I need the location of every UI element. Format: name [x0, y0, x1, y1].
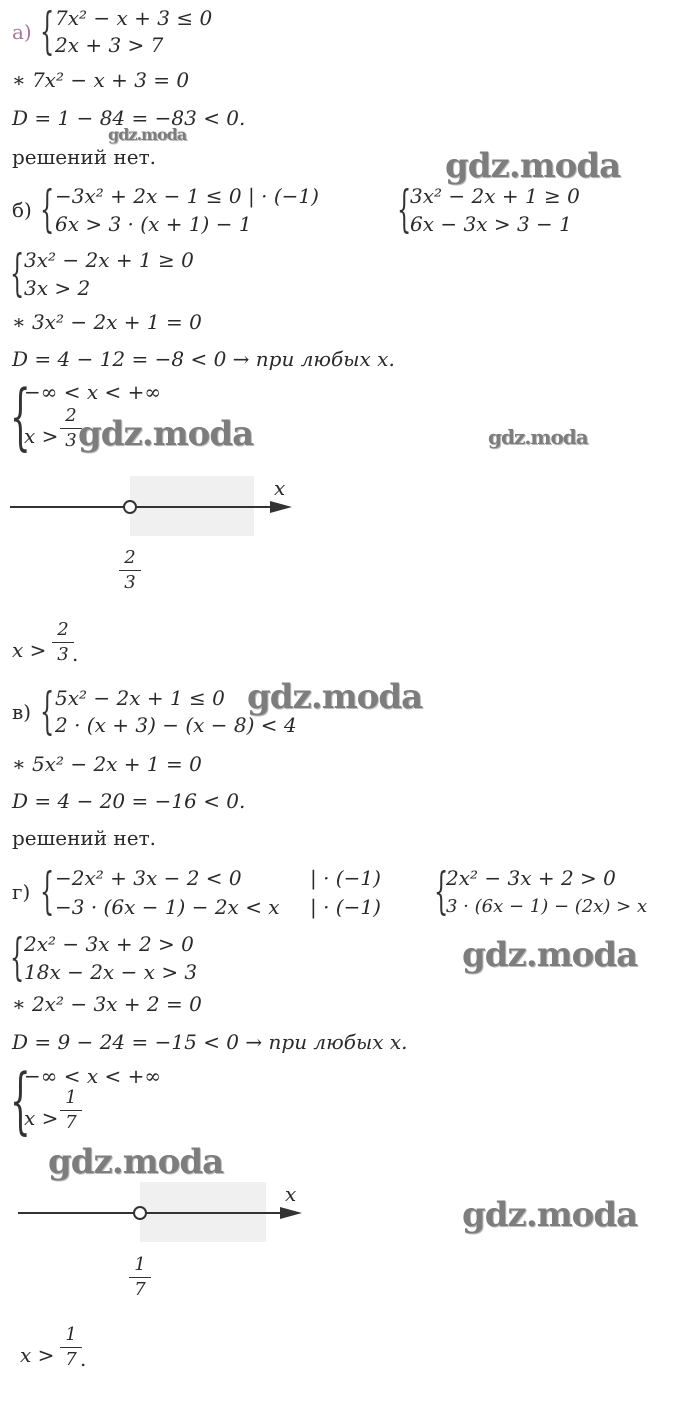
watermark: gdz.moda [488, 425, 588, 449]
fraction-denominator: 7 [65, 1349, 77, 1370]
part-b-axis-tick-fraction [119, 548, 141, 593]
watermark: gdz.moda [445, 146, 621, 186]
part-b-label: б) [12, 198, 32, 222]
part-c-system-line-1: 5x² − 2x + 1 ≤ 0 [55, 686, 225, 710]
brace: { [40, 682, 55, 740]
part-a-equation: ∗ 7x² − x + 3 = 0 [12, 68, 190, 92]
part-b-system-line-2: 6x > 3 · (x + 1) − 1 [55, 212, 252, 236]
brace: { [40, 180, 55, 238]
watermark: gdz.moda [462, 935, 638, 975]
fraction-numerator: 1 [65, 1324, 77, 1345]
part-c-label: в) [12, 700, 32, 724]
part-a-answer: решений нет. [12, 145, 157, 169]
part-d-answer-prefix: x > [20, 1343, 55, 1367]
fraction-numerator: 1 [134, 1254, 146, 1275]
fraction-numerator: 2 [65, 405, 77, 426]
part-d-axis-arrow [280, 1207, 302, 1219]
watermark: gdz.moda [48, 1142, 224, 1182]
part-d-open-point [134, 1207, 146, 1219]
part-a-system-line-1: 7x² − x + 3 ≤ 0 [55, 6, 213, 30]
part-c-system-line-2: 2 · (x + 3) − (x − 8) < 4 [55, 713, 297, 737]
part-b-equation: ∗ 3x² − 2x + 1 = 0 [12, 310, 202, 334]
part-b-system-line-7: −∞ < x < +∞ [24, 380, 162, 404]
part-a-label: а) [12, 20, 32, 44]
part-d-system-line-7: −∞ < x < +∞ [24, 1064, 162, 1088]
fraction-denominator: 7 [65, 1112, 77, 1133]
brace: { [10, 928, 25, 986]
part-d-system-line-4: 3 · (6x − 1) − (2x) > x [446, 896, 648, 917]
part-d-discriminant: D = 9 − 24 = −15 < 0 → при любых x. [12, 1030, 408, 1054]
part-c-equation: ∗ 5x² − 2x + 1 = 0 [12, 752, 202, 776]
part-c-answer: решений нет. [12, 826, 157, 850]
part-d-system-line-5: 2x² − 3x + 2 > 0 [24, 932, 194, 956]
part-d-axis-tick-fraction [129, 1255, 151, 1300]
fraction-bar [60, 1110, 82, 1111]
part-b-system-line-3: 3x² − 2x + 1 ≥ 0 [410, 184, 580, 208]
brace: { [10, 1058, 31, 1142]
fraction-denominator: 3 [57, 644, 69, 665]
fraction [60, 1088, 82, 1133]
brace: { [10, 244, 25, 302]
part-c-discriminant: D = 4 − 20 = −16 < 0. [12, 789, 246, 813]
watermark: gdz.moda [108, 125, 187, 144]
fraction-numerator: 2 [57, 619, 69, 640]
part-d-system-line-3: 2x² − 3x + 2 > 0 [446, 866, 616, 890]
fraction-bar [129, 1277, 151, 1278]
part-b-system-line-5: 3x² − 2x + 1 ≥ 0 [24, 248, 194, 272]
part-d-answer-fraction [60, 1325, 82, 1370]
part-d-system-line-1-multiplier: | · (−1) [310, 866, 381, 890]
part-b-axis-label: x [274, 476, 286, 500]
part-b-system-line-1: −3x² + 2x − 1 ≤ 0 | · (−1) [55, 184, 319, 208]
part-b-system-line-4: 6x − 3x > 3 − 1 [410, 212, 572, 236]
brace: { [10, 374, 31, 458]
part-b-answer-prefix: x > [12, 638, 47, 662]
brace: { [434, 862, 449, 920]
fraction-bar [119, 570, 141, 571]
fraction-numerator: 2 [124, 547, 136, 568]
fraction-denominator: 3 [65, 430, 77, 451]
part-a-system-line-2: 2x + 3 > 7 [55, 33, 164, 57]
brace: { [40, 2, 55, 60]
fraction-bar [52, 642, 74, 643]
brace: { [397, 180, 412, 238]
part-d-equation: ∗ 2x² − 3x + 2 = 0 [12, 992, 202, 1016]
part-d-system-line-1: −2x² + 3x − 2 < 0 [55, 866, 242, 890]
fraction-denominator: 7 [134, 1279, 146, 1300]
part-d-system-line-2: −3 · (6x − 1) − 2x < x [55, 895, 280, 919]
part-b-answer-period: . [72, 642, 79, 666]
part-d-system-line-6: 18x − 2x − x > 3 [24, 960, 198, 984]
watermark: gdz.moda [78, 414, 254, 454]
part-b-system-line-6: 3x > 2 [24, 276, 91, 300]
part-d-system-line-2-multiplier: | · (−1) [310, 895, 381, 919]
part-a-discriminant: D = 1 − 84 = −83 < 0. [12, 106, 246, 130]
part-b-system-line-8: x > [24, 424, 59, 448]
part-d-answer-period: . [80, 1347, 87, 1371]
part-b-axis-arrow [270, 501, 292, 513]
part-b-answer-fraction [52, 620, 74, 665]
part-d-label: г) [12, 880, 31, 904]
fraction-denominator: 3 [124, 572, 136, 593]
part-b-open-point [124, 501, 136, 513]
part-b-discriminant: D = 4 − 12 = −8 < 0 → при любых x. [12, 347, 395, 371]
watermark: gdz.moda [462, 1195, 638, 1235]
part-d-system-line-8: x > [24, 1106, 59, 1130]
brace: { [40, 862, 55, 920]
watermark: gdz.moda [247, 677, 423, 717]
fraction-numerator: 1 [65, 1087, 77, 1108]
part-d-axis-label: x [285, 1182, 297, 1206]
fraction-bar [60, 1347, 82, 1348]
